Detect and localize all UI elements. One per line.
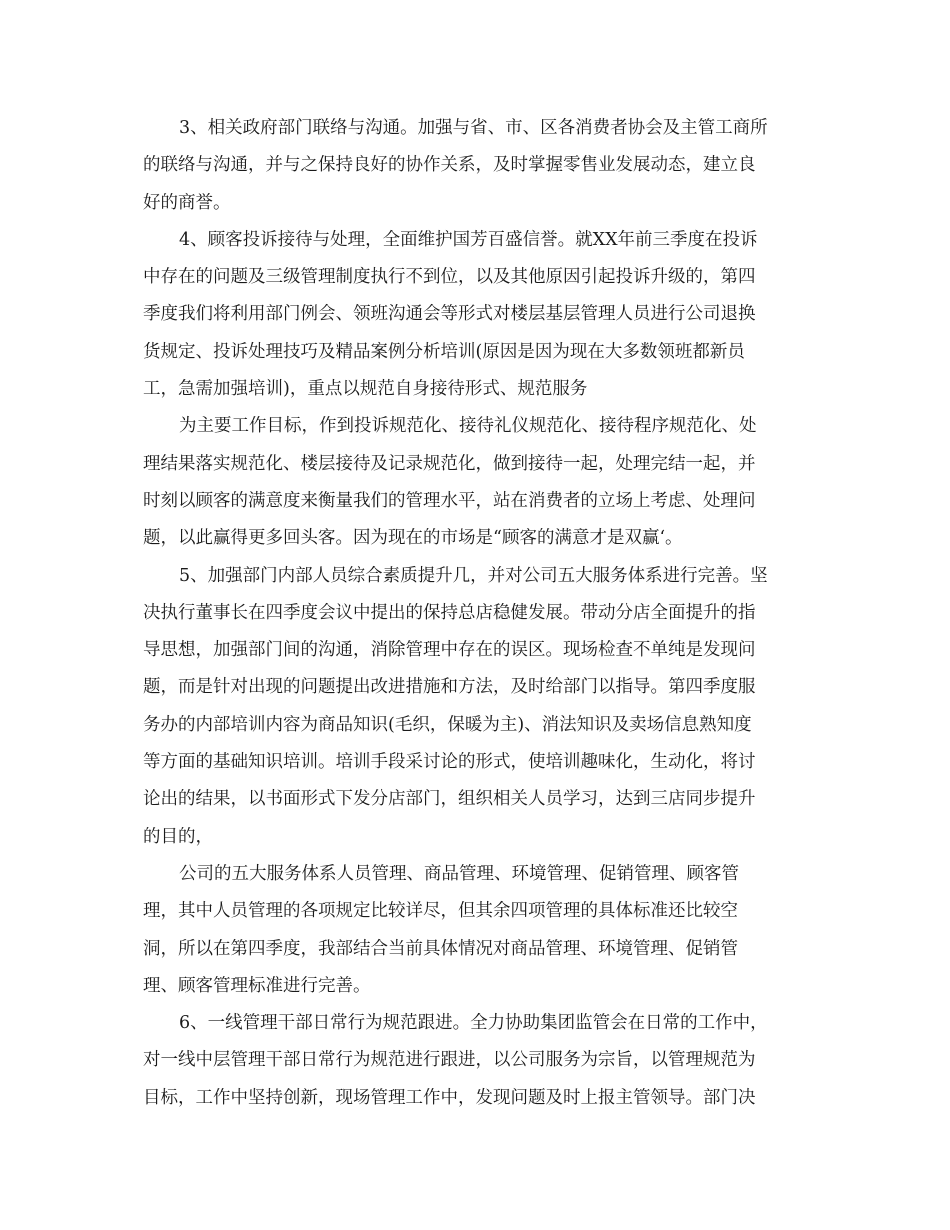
text-line: 题，以此赢得更多回头客。因为现在的市场是“顾客的满意才是双赢‘。 [143, 528, 683, 549]
text-line: 对一线中层管理干部日常行为规范进行跟进，以公司服务为宗旨，以管理规范为 [143, 1050, 756, 1071]
document-body [143, 110, 803, 1117]
text-line: 理、顾客管理标准进行完善。 [143, 975, 371, 996]
text-line: 题，而是针对出现的问题提出改进措施和方法，及时给部门以指导。第四季度服 [143, 677, 756, 698]
text-line: 的联络与沟通，并与之保持良好的协作关系，及时掌握零售业发展动态，建立良 [143, 155, 756, 176]
text-line: 3、相关政府部门联络与沟通。加强与省、市、区各消费者协会及主管工商所 [179, 118, 768, 138]
text-line: 中存在的问题及三级管理制度执行不到位，以及其他原因引起投诉升级的，第四 [143, 267, 756, 288]
text-line: 目标，工作中坚持创新，现场管理工作中，发现问题及时上报主管领导。部门决 [143, 1087, 756, 1108]
text-line: 4、顾客投诉接待与处理，全面维护国芳百盛信誉。就XX年前三季度在投诉 [179, 229, 758, 250]
text-line: 务办的内部培训内容为商品知识(毛织，保暖为主)、消法知识及卖场信息熟知度 [143, 714, 752, 735]
text-line: 论出的结果，以书面形式下发分店部门，组织相关人员学习，达到三店同步提升 [143, 789, 756, 810]
text-line: 决执行董事长在四季度会议中提出的保持总店稳健发展。带动分店全面提升的指 [143, 602, 756, 623]
text-line: 为主要工作目标，作到投诉规范化、接待礼仪规范化、接待程序规范化、处 [179, 416, 757, 437]
text-line: 洞，所以在第四季度，我部结合当前具体情况对商品管理、环境管理、促销管 [143, 938, 738, 959]
text-line: 5、加强部门内部人员综合素质提升几，并对公司五大服务体系进行完善。坚 [179, 565, 768, 586]
text-line: 货规定、投诉处理技巧及精品案例分析培训(原因是因为现在大多数领班都新员 [143, 341, 745, 362]
text-line: 季度我们将利用部门例会、领班沟通会等形式对楼层基层管理人员进行公司退换 [143, 304, 756, 325]
text-line: 工，急需加强培训)，重点以规范自身接待形式、规范服务 [143, 379, 588, 400]
text-line: 导思想，加强部门间的沟通，消除管理中存在的误区。现场检查不单纯是发现问 [143, 640, 756, 661]
text-line: 好的商誉。 [143, 192, 231, 213]
text-line: 理，其中人员管理的各项规定比较详尽，但其余四项管理的具体标准还比较空 [143, 901, 738, 922]
text-line: 等方面的基础知识培训。培训手段采讨论的形式，使培训趣味化，生动化，将讨 [143, 752, 756, 773]
text-line: 理结果落实规范化、楼层接待及记录规范化，做到接待一起，处理完结一起，并 [143, 453, 756, 474]
text-line: 6、一线管理干部日常行为规范跟进。全力协助集团监管会在日常的工作中， [179, 1013, 768, 1034]
text-line: 的目的， [143, 826, 213, 847]
text-line: 时刻以顾客的满意度来衡量我们的管理水平，站在消费者的立场上考虑、处理问 [143, 490, 756, 511]
text-line: 公司的五大服务体系人员管理、商品管理、环境管理、促销管理、顾客管 [179, 863, 739, 884]
